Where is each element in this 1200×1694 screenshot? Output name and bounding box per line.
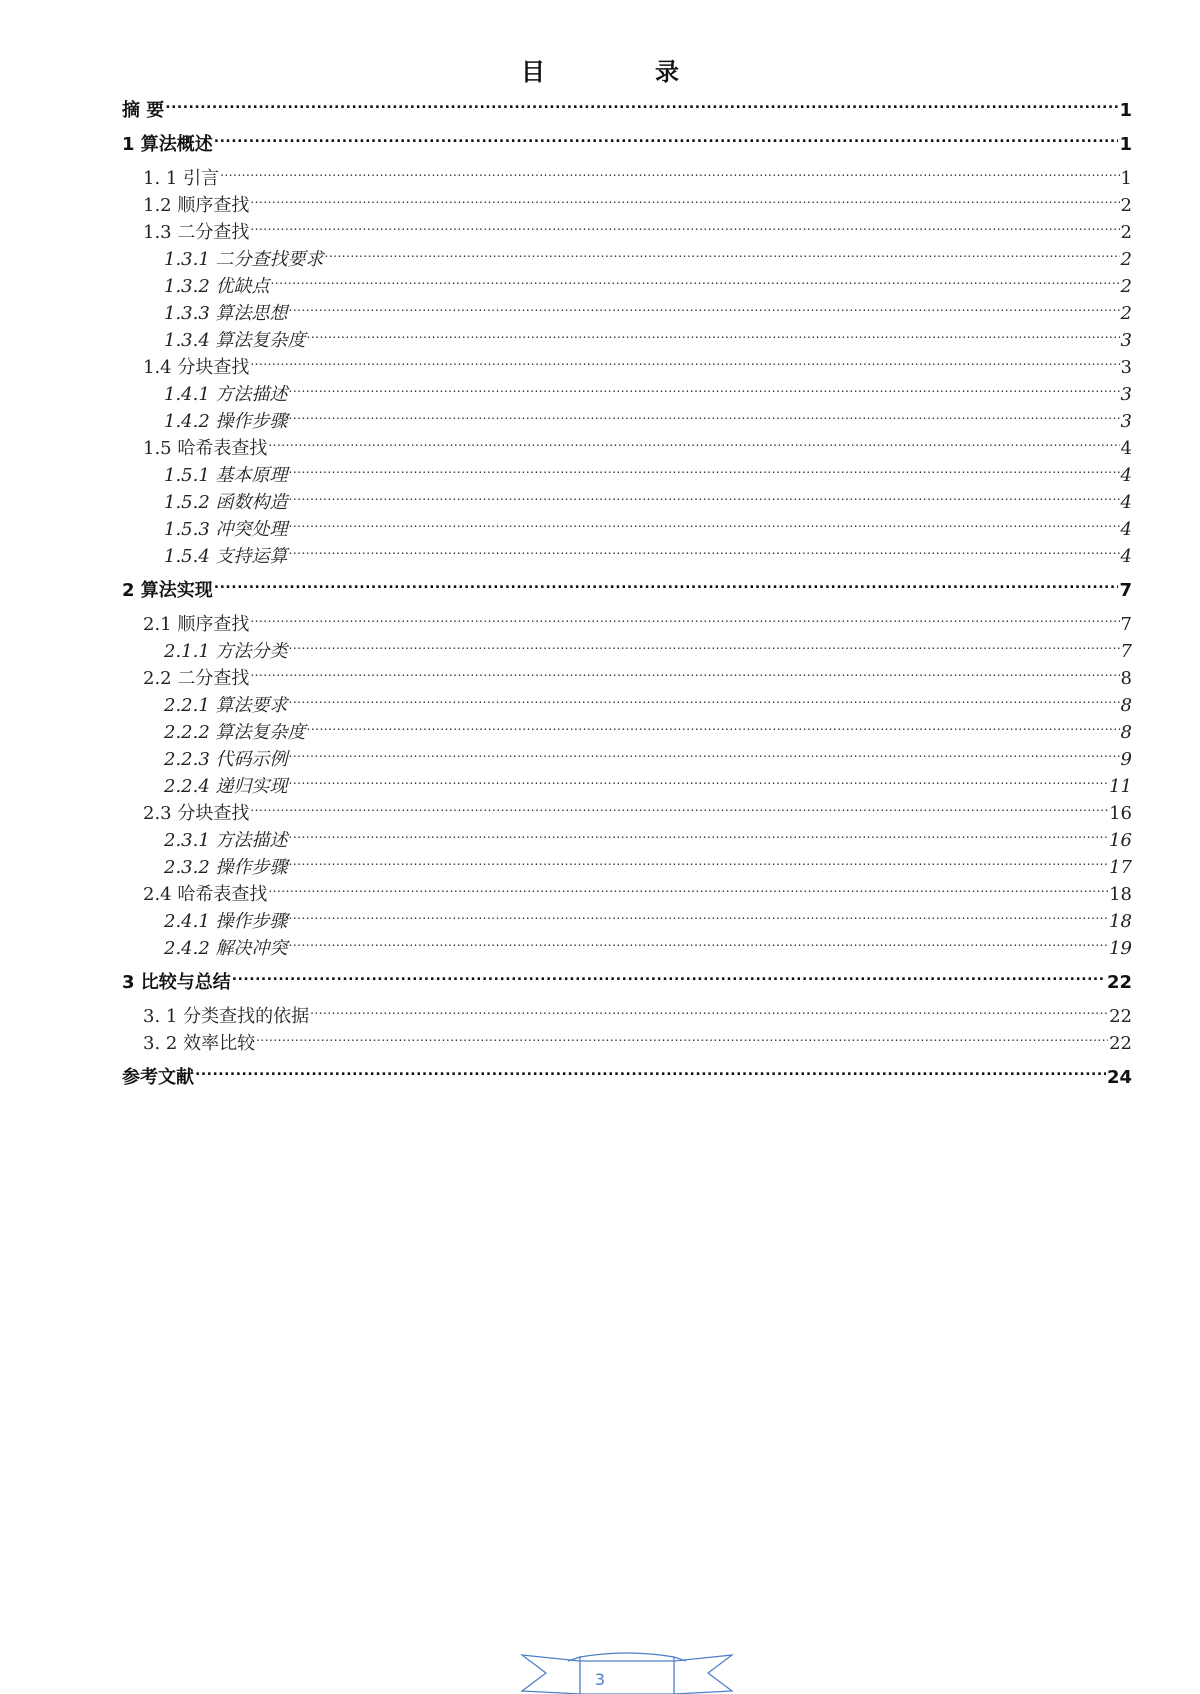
toc-entry-page-number: 16 (1109, 803, 1132, 824)
toc-entry[interactable] (122, 577, 1132, 604)
toc-entry-page-number: 8 (1120, 668, 1132, 689)
toc-entry-label: 2.3 分块查找 (143, 803, 250, 824)
toc-entry-page-number: 22 (1106, 972, 1132, 993)
toc-leader-dots (289, 463, 1120, 481)
toc-leader-dots (250, 612, 1119, 630)
toc-entry-page-number: 3 (1120, 411, 1132, 432)
toc-entry-label: 1.4 分块查找 (143, 357, 250, 378)
toc-entry[interactable] (122, 1064, 1132, 1091)
toc-entry-page-number: 3 (1120, 384, 1132, 405)
toc-entry-label: 2.2.2 算法复杂度 (164, 722, 306, 743)
toc-leader-dots (289, 301, 1120, 319)
toc-entry-page-number: 2 (1120, 249, 1132, 270)
toc-entry-page-number: 18 (1109, 911, 1132, 932)
toc-entry-label: 1. 1 引言 (143, 168, 220, 189)
toc-entry[interactable] (122, 192, 1132, 219)
toc-entry-label: 2.1 顺序查找 (143, 614, 250, 635)
toc-entry-page-number: 22 (1109, 1006, 1132, 1027)
toc-entry[interactable] (122, 408, 1132, 435)
toc-leader-dots (289, 828, 1109, 846)
toc-leader-dots (289, 517, 1120, 535)
toc-entry[interactable] (122, 969, 1132, 996)
toc-leader-dots (289, 639, 1120, 657)
toc-entry-page-number: 2 (1120, 276, 1132, 297)
toc-entry[interactable] (122, 881, 1132, 908)
toc-entry-page-number: 16 (1109, 830, 1132, 851)
toc-entry-label: 3. 1 分类查找的依据 (143, 1006, 310, 1027)
toc-leader-dots (307, 328, 1120, 346)
toc-entry[interactable] (122, 665, 1132, 692)
toc-entry-label: 2.2.4 递归实现 (164, 776, 288, 797)
toc-entry-label: 2.3.2 操作步骤 (164, 857, 288, 878)
toc-leader-dots (250, 355, 1119, 373)
toc-entry-page-number: 4 (1120, 519, 1132, 540)
toc-entry-label: 2.2.3 代码示例 (164, 749, 288, 770)
page-number: 3 (594, 1670, 606, 1689)
toc-entry-label: 2.1.1 方法分类 (164, 641, 288, 662)
toc-leader-dots (289, 490, 1120, 508)
toc-entry[interactable] (122, 462, 1132, 489)
toc-entry[interactable] (122, 516, 1132, 543)
toc-entry-label: 1.3.2 优缺点 (164, 276, 270, 297)
toc-entry[interactable] (122, 611, 1132, 638)
toc-entry[interactable] (122, 131, 1132, 158)
toc-leader-dots (195, 1065, 1106, 1083)
toc-entry-page-number: 2 (1120, 303, 1132, 324)
toc-entry-label: 2.4 哈希表查找 (143, 884, 268, 905)
toc-leader-dots (250, 220, 1119, 238)
toc-entry-label: 3 比较与总结 (122, 972, 231, 993)
toc-entry-label: 1.5.4 支持运算 (164, 546, 288, 567)
toc-leader-dots (289, 544, 1120, 562)
toc-entry-label: 2.2 二分查找 (143, 668, 250, 689)
toc-entry-label: 2.2.1 算法要求 (164, 695, 288, 716)
toc-entry-label: 1.5 哈希表查找 (143, 438, 268, 459)
toc-entry-label: 1.5.2 函数构造 (164, 492, 288, 513)
toc-entry-page-number: 3 (1120, 357, 1132, 378)
toc-leader-dots (268, 436, 1119, 454)
toc-entry-page-number: 9 (1120, 749, 1132, 770)
toc-entry-label: 参考文献 (122, 1067, 194, 1088)
toc-leader-dots (307, 720, 1120, 738)
toc-leader-dots (271, 274, 1120, 292)
toc-entry[interactable] (122, 246, 1132, 273)
toc-leader-dots (250, 193, 1119, 211)
page-title (0, 52, 1200, 87)
toc-entry-page-number: 19 (1109, 938, 1132, 959)
toc-entry-label: 3. 2 效率比较 (143, 1033, 256, 1054)
toc-entry[interactable] (122, 935, 1132, 962)
toc-leader-dots (250, 666, 1119, 684)
toc-leader-dots (289, 693, 1120, 711)
toc-entry-label: 2.4.2 解决冲突 (164, 938, 288, 959)
toc-entry-label: 1.2 顺序查找 (143, 195, 250, 216)
toc-entry-label: 2 算法实现 (122, 580, 213, 601)
toc-entry[interactable] (122, 381, 1132, 408)
toc-entry-page-number: 8 (1120, 695, 1132, 716)
toc-entry-page-number: 17 (1109, 857, 1132, 878)
toc-entry[interactable] (122, 543, 1132, 570)
toc-entry[interactable] (122, 800, 1132, 827)
toc-entry[interactable] (122, 273, 1132, 300)
toc-leader-dots (289, 774, 1109, 792)
toc-entry[interactable] (122, 219, 1132, 246)
toc-entry-label: 1.4.1 方法描述 (164, 384, 288, 405)
toc-entry[interactable] (122, 354, 1132, 381)
toc-entry[interactable] (122, 773, 1132, 800)
toc-entry-page-number: 11 (1109, 776, 1132, 797)
toc-entry[interactable] (122, 908, 1132, 935)
toc-leader-dots (214, 132, 1119, 150)
toc-entry-label: 1.4.2 操作步骤 (164, 411, 288, 432)
toc-entry-page-number: 4 (1120, 546, 1132, 567)
toc-entry[interactable] (122, 719, 1132, 746)
toc-entry[interactable] (122, 854, 1132, 881)
toc-entry-page-number: 4 (1120, 438, 1132, 459)
title-part-2: 录 (655, 58, 679, 86)
toc-entry-page-number: 2 (1120, 222, 1132, 243)
toc-entry[interactable] (122, 638, 1132, 665)
toc-entry-page-number: 1 (1119, 100, 1132, 121)
toc-entry-page-number: 7 (1119, 580, 1132, 601)
toc-entry[interactable] (122, 165, 1132, 192)
toc-entry-label: 1.3.1 二分查找要求 (164, 249, 324, 270)
toc-leader-dots (310, 1004, 1108, 1022)
toc-entry-page-number: 4 (1120, 465, 1132, 486)
toc-entry-label: 2.3.1 方法描述 (164, 830, 288, 851)
toc-leader-dots (165, 98, 1118, 116)
toc-leader-dots (232, 970, 1106, 988)
toc-entry-label: 1.3.3 算法思想 (164, 303, 288, 324)
toc-leader-dots (325, 247, 1120, 265)
toc-entry-label: 1.3 二分查找 (143, 222, 250, 243)
toc-leader-dots (289, 382, 1120, 400)
toc-entry[interactable] (122, 692, 1132, 719)
toc-entry[interactable] (122, 1030, 1132, 1057)
toc-entry[interactable] (122, 827, 1132, 854)
toc-entry[interactable] (122, 746, 1132, 773)
toc-leader-dots (289, 855, 1109, 873)
toc-entry-page-number: 2 (1120, 195, 1132, 216)
toc-leader-dots (289, 909, 1109, 927)
toc-entry-page-number: 22 (1109, 1033, 1132, 1054)
toc-entry[interactable] (122, 1003, 1132, 1030)
toc-entry-page-number: 8 (1120, 722, 1132, 743)
table-of-contents (122, 97, 1132, 1098)
toc-leader-dots (268, 882, 1108, 900)
toc-entry-page-number: 18 (1109, 884, 1132, 905)
toc-leader-dots (256, 1031, 1108, 1049)
toc-entry-label: 1.5.1 基本原理 (164, 465, 288, 486)
toc-entry[interactable] (122, 300, 1132, 327)
toc-entry-label: 1 算法概述 (122, 134, 213, 155)
toc-leader-dots (289, 936, 1109, 954)
toc-leader-dots (250, 801, 1108, 819)
toc-leader-dots (214, 578, 1119, 596)
toc-entry-page-number: 1 (1119, 134, 1132, 155)
title-part-1: 目 (521, 58, 545, 86)
toc-entry-page-number: 1 (1120, 168, 1132, 189)
toc-leader-dots (289, 747, 1120, 765)
toc-entry[interactable] (122, 97, 1132, 124)
toc-leader-dots (220, 166, 1119, 184)
toc-leader-dots (289, 409, 1120, 427)
toc-entry-page-number: 3 (1120, 330, 1132, 351)
toc-entry-page-number: 7 (1120, 614, 1132, 635)
toc-entry-label: 1.3.4 算法复杂度 (164, 330, 306, 351)
toc-entry-label: 1.5.3 冲突处理 (164, 519, 288, 540)
toc-entry-page-number: 7 (1120, 641, 1132, 662)
toc-entry-page-number: 24 (1106, 1067, 1132, 1088)
toc-entry-page-number: 4 (1120, 492, 1132, 513)
toc-entry[interactable] (122, 435, 1132, 462)
toc-entry-label: 2.4.1 操作步骤 (164, 911, 288, 932)
toc-entry-label: 摘 要 (122, 100, 165, 121)
toc-entry[interactable] (122, 327, 1132, 354)
toc-entry[interactable] (122, 489, 1132, 516)
